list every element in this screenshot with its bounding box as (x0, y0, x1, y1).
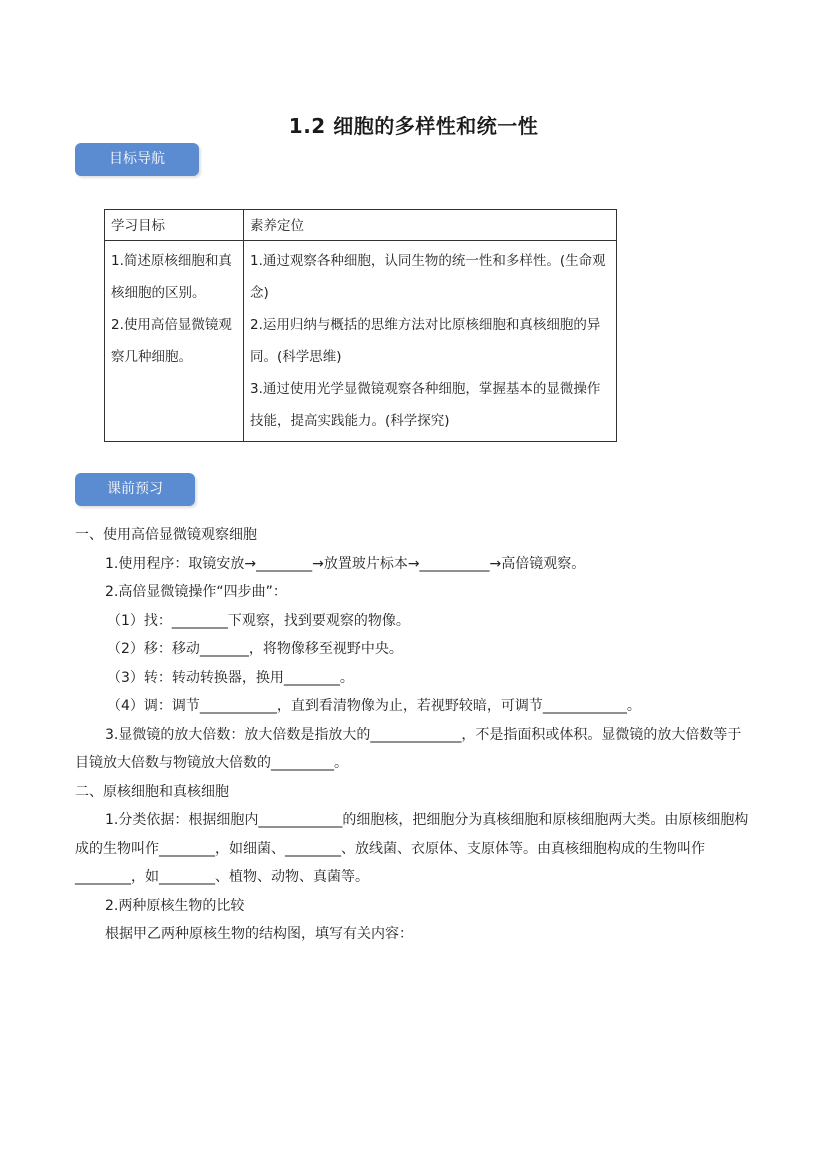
goal-item-1: 1.简述原核细胞和真核细胞的区别。 (111, 253, 232, 301)
goals-table (104, 209, 617, 442)
item-2-3: 根据甲乙两种原核生物的结构图，填写有关内容： (105, 926, 413, 942)
item-1-2c: （3）转：转动转换器，换用________。 (107, 669, 354, 686)
section-heading-1: 一、使用高倍显微镜观察细胞 (75, 527, 257, 543)
goals-cell (105, 241, 244, 442)
section-tag-goals: 目标导航 (75, 143, 199, 176)
table-header-goals: 学习目标 (105, 210, 244, 241)
literacy-cell (244, 241, 617, 442)
item-1-2d: （4）调：调节___________，直到看清物像为止，若视野较暗，可调节____________。 (107, 698, 641, 714)
table-row (105, 241, 617, 442)
item-2-2: 2.两种原核生物的比较 (105, 897, 245, 914)
item-2-1: 1.分类依据：根据细胞内____________的细胞核，把细胞分为真核细胞和原核细胞两大类。由原核细胞构成的生物叫作________，如细菌、________、放线菌、衣原体、支原体等。由真核细胞构成的生物叫作________，如________、植物、动物、真菌等。 (75, 812, 749, 885)
literacy-item-1: 1.通过观察各种细胞，认同生物的统一性和多样性。(生命观念) (250, 253, 606, 301)
item-1-2: 2.高倍显微镜操作“四步曲”： (105, 584, 287, 600)
section-tag-preview: 课前预习 (75, 473, 195, 506)
page-title: 1.2 细胞的多样性和统一性 (288, 114, 539, 138)
section-heading-2: 二、原核细胞和真核细胞 (75, 783, 229, 800)
preview-content (75, 521, 755, 949)
literacy-item-2: 2.运用归纳与概括的思维方法对比原核细胞和真核细胞的异同。(科学思维) (250, 317, 601, 365)
table-header-row (105, 210, 617, 241)
item-1-2b: （2）移：移动_______，将物像移至视野中央。 (107, 641, 403, 657)
item-1-3: 3.显微镜的放大倍数：放大倍数是指放大的_____________，不是指面积或体积。显微镜的放大倍数等于目镜放大倍数与物镜放大倍数的_________。 (75, 726, 742, 771)
goal-item-2: 2.使用高倍显微镜观察几种细胞。 (111, 317, 232, 365)
item-1-2a: （1）找：________下观察，找到要观察的物像。 (107, 612, 410, 629)
item-1-1: 1.使用程序：取镜安放→________→放置玻片标本→__________→高倍镜观察。 (105, 555, 586, 572)
table-header-literacy: 素养定位 (244, 210, 617, 241)
literacy-item-3: 3.通过使用光学显微镜观察各种细胞，掌握基本的显微操作技能，提高实践能力。(科学探究) (250, 381, 601, 429)
